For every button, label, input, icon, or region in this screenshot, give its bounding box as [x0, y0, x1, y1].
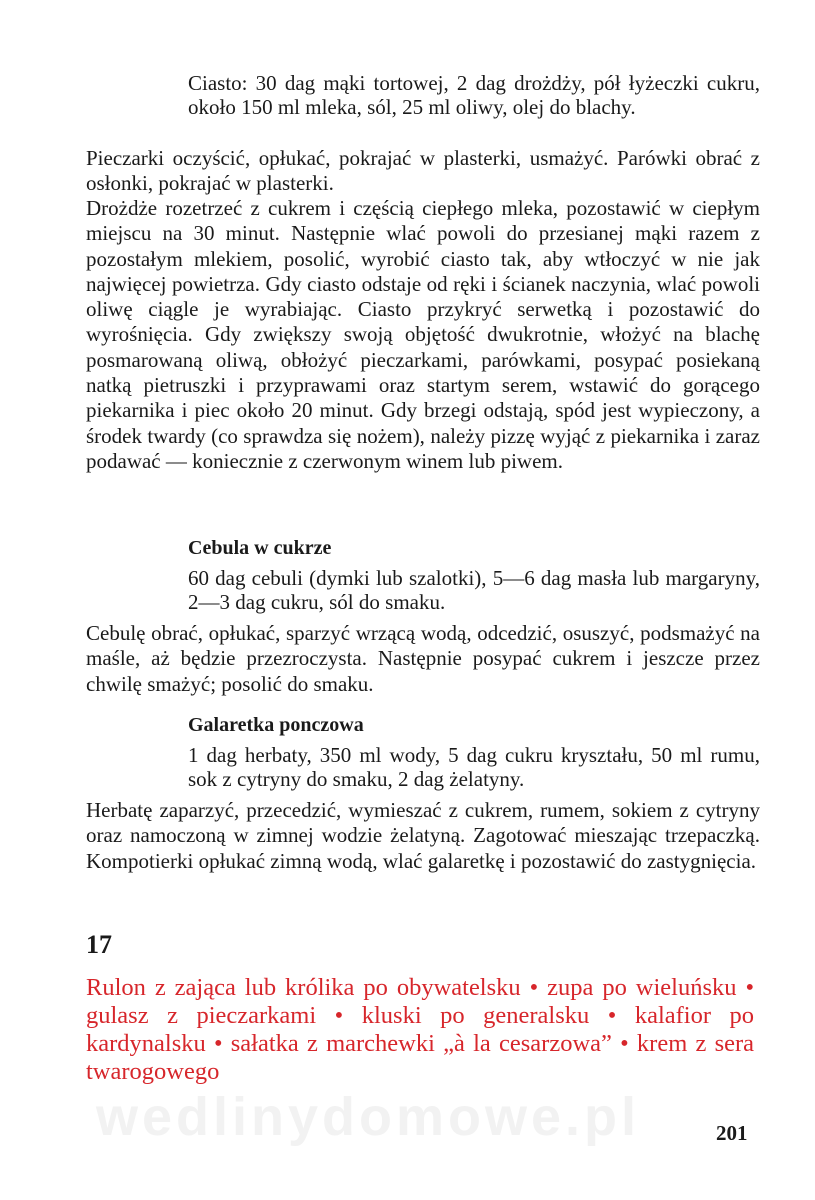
cebula-ingredients: 60 dag cebuli (dymki lub szalotki), 5—6 dag masła lub margaryny, 2—3 dag cukru, sól do smaku. — [188, 566, 760, 614]
menu-separator: • — [745, 974, 755, 1001]
menu-item: zupa po wieluńsku — [547, 974, 737, 1001]
chapter-menu-list — [86, 974, 754, 1086]
menu-item: krem z sera twarogowego — [86, 1030, 755, 1085]
menu-item: gulasz z pieczarkami — [86, 1002, 317, 1029]
menu-item: kluski po generalsku — [361, 1002, 590, 1029]
cebula-instructions: Cebulę obrać, opłukać, sparzyć wrzącą wodą, odcedzić, osuszyć, podsmażyć na maśle, aż będzie przezroczysta. Następnie posypać cukrem i jeszcze przez chwilę smażyć; posolić do smaku. — [86, 621, 760, 696]
menu-separator: • — [607, 1002, 617, 1029]
pizza-ingredients: Ciasto: 30 dag mąki tortowej, 2 dag drożdży, pół łyżeczki cukru, około 150 ml mleka, sól, 25 ml oliwy, olej do blachy. — [188, 71, 760, 119]
menu-separator: • — [334, 1002, 344, 1029]
menu-item: Rulon z zająca lub królika po obywatelsku — [86, 974, 521, 1001]
menu-separator: • — [529, 974, 539, 1001]
watermark-text: wedlinydomowe.pl — [96, 1087, 641, 1147]
galaretka-instructions: Herbatę zaparzyć, przecedzić, wymieszać z cukrem, rumem, sokiem z cytryny oraz namoczoną w zimnej wodzie żelatyną. Zagotować mieszając trzepaczką. Kompotierki opłukać zimną wodą, wlać galaretkę i pozostawić do zastygnięcia. — [86, 798, 760, 873]
menu-item: sałatka z marchewki „à la cesarzowa” — [230, 1030, 612, 1057]
page-number: 201 — [716, 1121, 748, 1145]
chapter-number: 17 — [86, 930, 112, 959]
cebula-title: Cebula w cukrze — [188, 537, 332, 559]
pizza-paragraph-2: Drożdże rozetrzeć z cukrem i częścią ciepłego mleka, pozostawić w ciepłym miejscu na 30 minut. Następnie wlać powoli do przesianej mąki razem z pozostałym mlekiem, posolić, wyrobić ciasto tak, aby wtłoczyć w nie jak najwięcej powietrza. Gdy ciasto odstaje od ręki i ścianek naczynia, wlać powoli oliwę ciągle je wyrabiając. Ciasto przykryć serwetką i pozostawić do wyrośnięcia. Gdy zwiększy swoją objętość dwukrotnie, włożyć na blachę posmarowaną oliwą, obłożyć pieczarkami, parówkami, posypać posiekaną natką pietruszki i przyprawami oraz startym serem, wstawić do gorącego piekarnika i piec około 20 minut. Gdy brzegi odstają, spód jest wypieczony, a środek twardy (co sprawdza się nożem), należy pizzę wyjąć z piekarnika i zaraz podawać — koniecznie z czerwonym winem lub piwem. — [86, 196, 760, 473]
menu-separator: • — [213, 1030, 223, 1057]
galaretka-ingredients: 1 dag herbaty, 350 ml wody, 5 dag cukru kryształu, 50 ml rumu, sok z cytryny do smaku, 2 dag żelatyny. — [188, 743, 760, 791]
menu-separator: • — [620, 1030, 629, 1057]
pizza-paragraph-1: Pieczarki oczyścić, opłukać, pokrajać w plasterki, usmażyć. Parówki obrać z osłonki, pokrajać w plasterki. — [86, 146, 760, 196]
menu-item: kalafior po kardynalsku — [86, 1002, 755, 1057]
galaretka-title: Galaretka ponczowa — [188, 714, 364, 736]
